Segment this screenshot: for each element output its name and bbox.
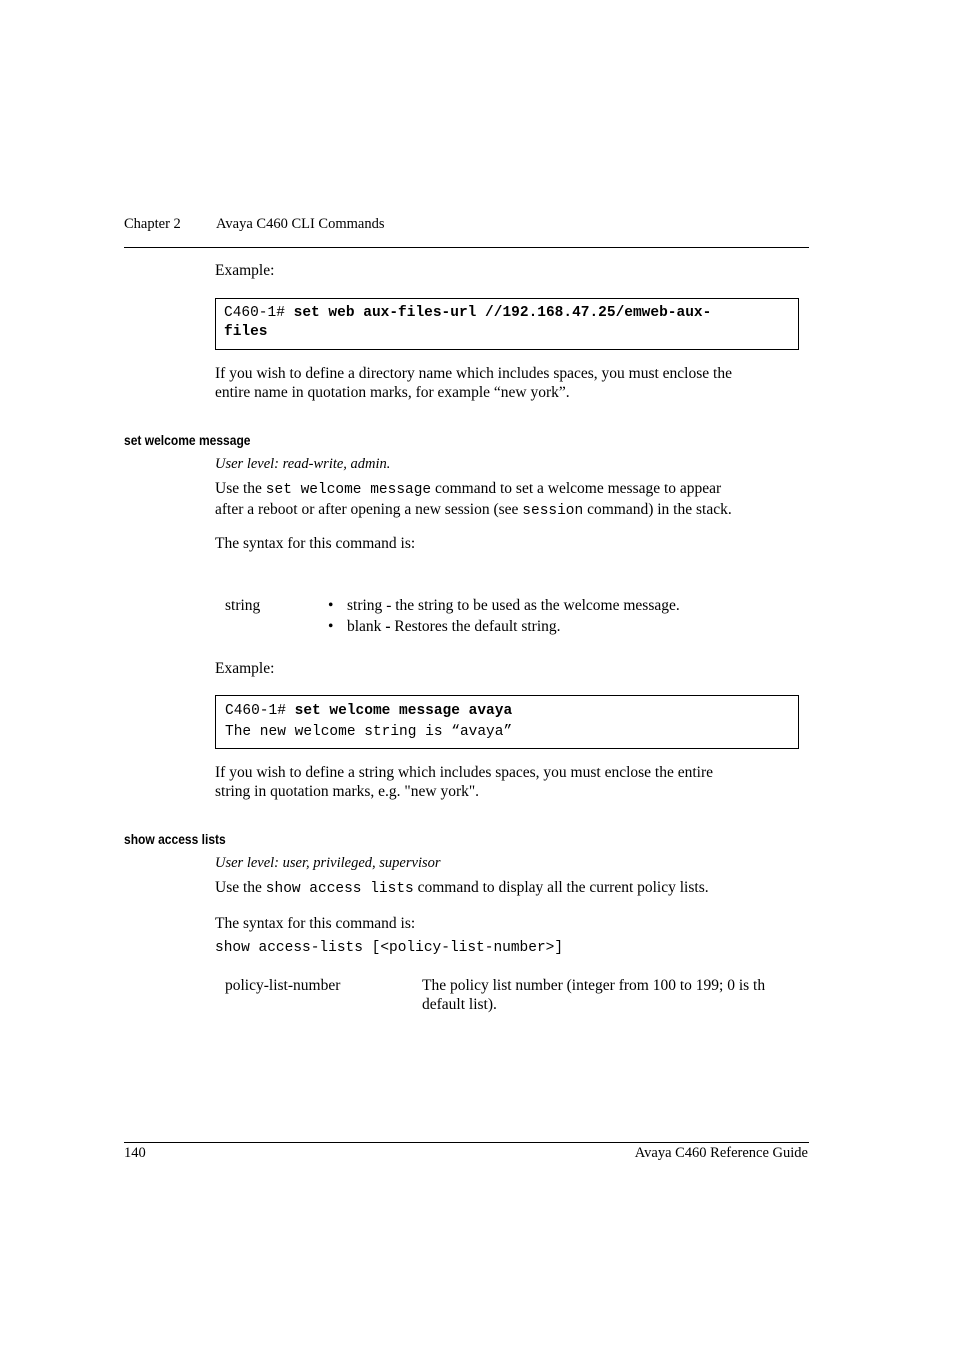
description-paragraph [215,479,815,521]
text-span: Use the [215,879,262,896]
code-command: set web aux-files-url //192.168.47.25/emweb-aux- [293,305,712,321]
page-number: 140 [124,1145,146,1161]
text-line [215,500,815,521]
text-line: string in quotation marks, e.g. "new york". [215,783,480,800]
user-level-text: User level: user, privileged, supervisor [215,855,441,871]
list-item [325,596,795,615]
chapter-label: Chapter 2 [124,216,181,232]
text-line: If you wish to define a directory name which includes spaces, you must enclose the [215,365,732,382]
syntax-intro: The syntax for this command is: [215,915,416,932]
paragraph-note [215,763,815,801]
inline-command: show access lists [265,881,414,897]
code-prompt: C460-1# [224,305,285,321]
user-level [215,854,441,873]
example-label: Example: [215,262,275,279]
text-line: entire name in quotation marks, for example “new york”. [215,384,570,401]
code-line [225,702,512,721]
code-box-welcome-message [215,695,799,749]
bullet-text: the string to be used as the welcome message. [395,597,680,614]
param-bullet-list [325,596,795,636]
text-line: default list). [422,996,497,1013]
description-paragraph [215,878,815,899]
bullet-sep: - [381,618,395,635]
text-span: command) in the stack. [587,501,732,518]
example-label: Example: [215,660,275,677]
param-description [422,976,807,1014]
code-command-continued: files [224,324,268,340]
text-span: Use the [215,480,262,497]
syntax-line: show access-lists [<policy-list-number>] [215,940,564,956]
header-rule [124,247,809,248]
text-line: If you wish to define a string which includes spaces, you must enclose the entire [215,764,714,781]
inline-command: set welcome message [265,482,432,498]
text-span: after a reboot or after opening a new session (see [215,501,519,518]
syntax-intro: The syntax for this command is: [215,535,416,552]
list-item [325,617,795,636]
user-level [215,455,390,474]
code-box-aux-files [215,298,799,350]
code-line [224,323,268,342]
chapter-title: Avaya C460 CLI Commands [216,216,385,232]
param-name: string [225,597,261,614]
paragraph-note [215,364,815,402]
guide-title: Avaya C460 Reference Guide [634,1145,808,1161]
bullet-text: Restores the default string. [394,618,561,635]
user-level-text: User level: read-write, admin. [215,456,391,472]
text-span: command to display all the current policy lists. [417,879,709,896]
code-prompt: C460-1# [225,703,286,719]
code-command: set welcome message avaya [294,703,513,719]
code-output: The new welcome string is “avaya” [225,724,513,740]
text-line: The policy list number (integer from 100 to 199; 0 is th [422,977,766,994]
running-header [124,215,808,234]
section-heading: show access lists [124,831,226,847]
text-span: command to set a welcome message to appear [435,480,722,497]
param-name: policy-list-number [225,977,341,994]
footer-rule [124,1142,809,1143]
inline-command: session [522,503,584,519]
text-line [215,479,815,500]
bullet-label: blank [347,618,382,635]
bullet-sep: - [382,597,396,614]
bullet-label: string [347,597,383,614]
code-line [224,304,711,323]
section-heading: set welcome message [124,432,251,448]
